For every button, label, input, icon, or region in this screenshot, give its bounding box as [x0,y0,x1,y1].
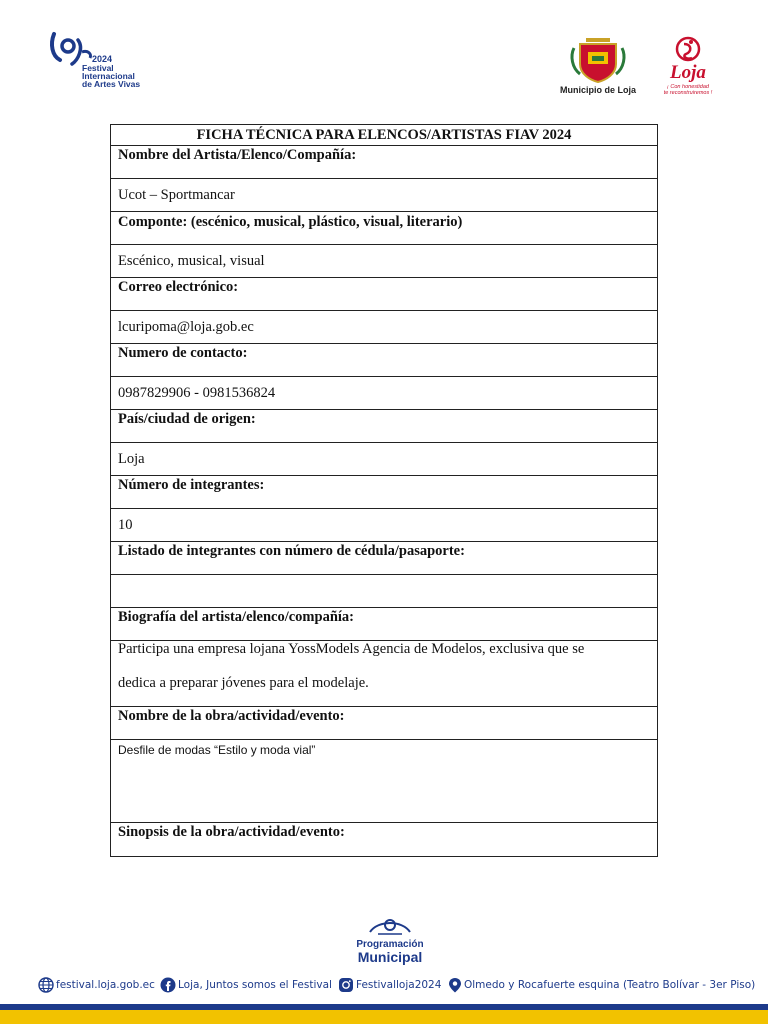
programacion-line-1: Programación [356,939,424,950]
field-label-member-count: Número de integrantes: [111,476,657,509]
field-value-work-name: Desfile de modas “Estilo y moda vial” [111,740,657,823]
field-label-synopsis: Sinopsis de la obra/actividad/evento: [118,824,345,840]
field-value-biography [111,641,657,707]
field-value-artist-name: Ucot – Sportmancar [111,179,657,212]
festival-year: 2024 [92,54,113,64]
programacion-line-2: Municipal [357,949,423,965]
footer-stripe-yellow [0,1010,768,1024]
loja-word: Loja [670,62,706,83]
facebook-icon [160,977,176,993]
field-value-component: Escénico, musical, visual [111,245,657,278]
municipio-logo [552,34,644,98]
field-value-member-count: 10 [111,509,657,542]
field-label-origin: País/ciudad de origen: [111,410,657,443]
coat-of-arms-icon [552,34,644,84]
field-label-member-list: Listado de integrantes con número de cédula/pasaporte: [111,542,657,575]
field-value-origin: Loja [111,443,657,476]
field-label-artist-name: Nombre del Artista/Elenco/Compañía: [111,146,657,179]
field-label-contact-number: Numero de contacto: [111,344,657,377]
footer-facebook[interactable]: Loja, Juntos somos el Festival [178,979,332,991]
footer-address: Olmedo y Rocafuerte esquina (Teatro Bolívar - 3er Piso) [464,979,756,991]
field-value-email: lcuripoma@loja.gob.ec [111,311,657,344]
field-label-biography: Biografía del artista/elenco/compañía: [111,608,657,641]
loja-slogan: ¡ Con honestidad te reconstruiremos ! [663,84,713,96]
footer-web[interactable]: festival.loja.gob.ec [56,979,155,991]
field-label-component: Componte: (escénico, musical, plástico, visual, literario) [111,212,657,245]
technical-sheet-table [110,124,658,857]
municipio-label: Municipio de Loja [560,85,636,95]
programacion-municipal-logo [348,916,432,966]
field-label-work-name: Nombre de la obra/actividad/evento: [111,707,657,740]
footer-contacts [38,976,756,996]
biography-line-1: Participa una empresa lojana YossModels Agencia de Modelos, exclusiva que se [118,641,585,657]
field-label-email: Correo electrónico: [111,278,657,311]
festival-name: Festival Internacional de Artes Vivas [82,63,141,89]
globe-icon [38,977,54,993]
form-title: FICHA TÉCNICA PARA ELENCOS/ARTISTAS FIAV 2024 [111,125,657,146]
location-pin-icon [448,977,462,993]
field-value-contact-number: 0987829906 - 0981536824 [111,377,657,410]
loja-emblem-icon [656,36,720,64]
festival-logo [40,30,150,96]
programacion-emblem-icon [348,916,432,938]
instagram-icon [338,977,354,993]
biography-line-2: dedica a preparar jóvenes para el modelaje. [118,675,369,691]
footer-instagram[interactable]: Festivalloja2024 [356,979,442,991]
field-value-member-list [111,575,657,608]
loja-logo [656,36,720,100]
